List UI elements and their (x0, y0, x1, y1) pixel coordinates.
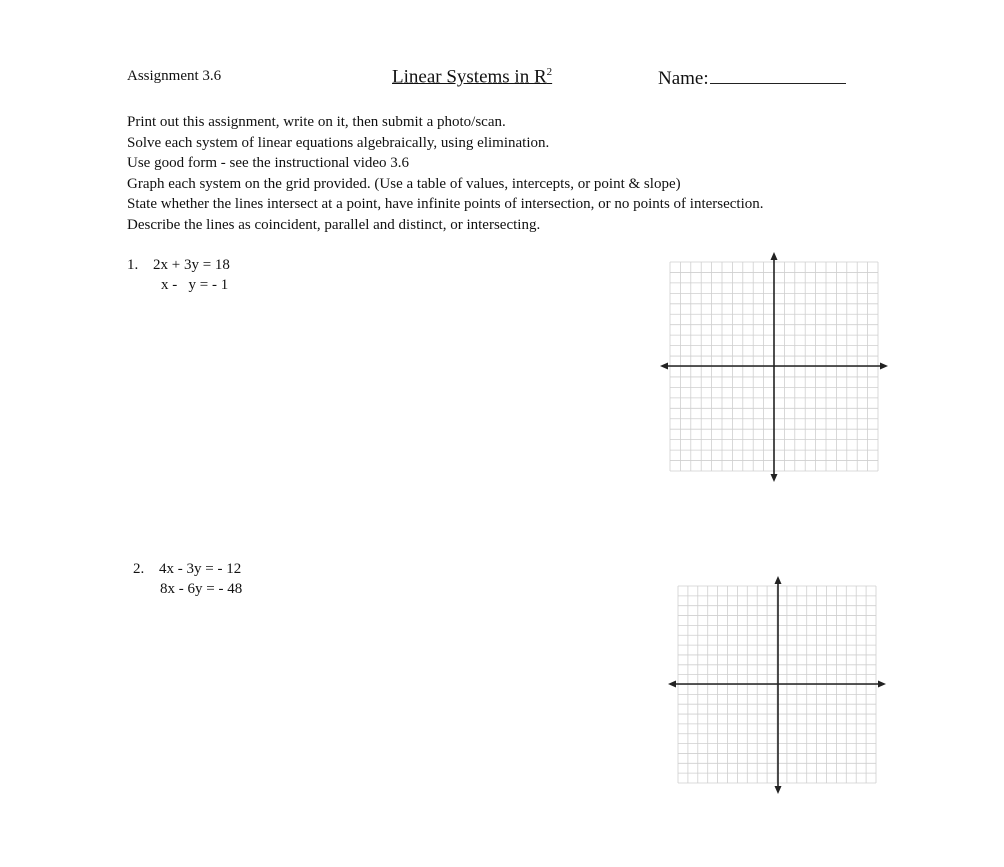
problem-1 (127, 255, 230, 295)
problem-2 (133, 559, 242, 599)
x-axis-arrow-right (878, 681, 886, 688)
coordinate-grid-1[interactable] (660, 252, 888, 482)
equation-2: x - y = - 1 (161, 277, 229, 293)
instruction-line: State whether the lines intersect at a point, have infinite points of intersection, or no points of intersection. (127, 196, 764, 212)
name-blank-line (710, 66, 846, 84)
page-title-text: Linear Systems in R (392, 66, 547, 88)
instruction-line: Print out this assignment, write on it, then submit a photo/scan. (127, 114, 506, 130)
instruction-line: Describe the lines as coincident, parallel and distinct, or intersecting. (127, 216, 541, 233)
instructions (127, 112, 764, 235)
page-title (392, 66, 552, 88)
name-field (658, 66, 846, 90)
instruction-line: Use good form - see the instructional video 3.6 (127, 155, 410, 171)
name-label: Name: (658, 68, 709, 89)
problem-number: 2. (133, 561, 145, 577)
x-axis-arrow-right (880, 363, 888, 370)
equation-1: 2x + 3y = 18 (153, 257, 230, 273)
coordinate-grid-2[interactable] (668, 576, 886, 794)
y-axis-arrow-down (771, 474, 778, 482)
y-axis-arrow-up (771, 252, 778, 260)
assignment-label: Assignment 3.6 (127, 68, 222, 84)
y-axis-arrow-up (775, 576, 782, 584)
x-axis-arrow-left (668, 681, 676, 688)
x-axis-arrow-left (660, 363, 668, 370)
title-superscript: 2 (546, 66, 553, 78)
equation-2: 8x - 6y = - 48 (160, 581, 243, 597)
instruction-line: Graph each system on the grid provided. (Use a table of values, intercepts, or point & slope) (127, 175, 681, 192)
problem-number: 1. (127, 257, 139, 273)
equation-1: 4x - 3y = - 12 (159, 561, 242, 577)
instruction-line: Solve each system of linear equations algebraically, using elimination. (127, 134, 550, 151)
y-axis-arrow-down (775, 786, 782, 794)
